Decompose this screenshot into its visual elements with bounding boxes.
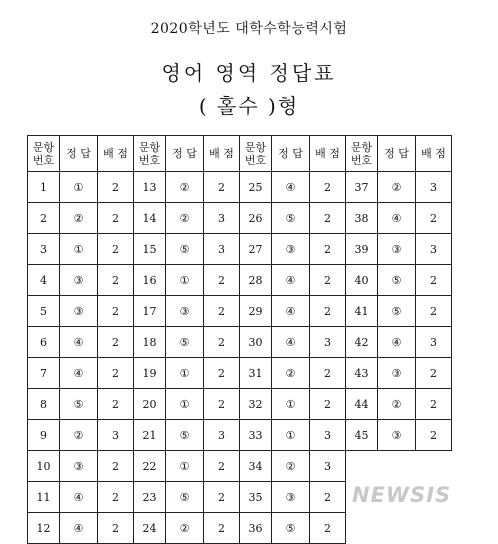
correct-answer: ③ — [166, 296, 204, 327]
points: 3 — [204, 234, 240, 265]
question-number: 39 — [346, 234, 378, 265]
points: 2 — [98, 482, 134, 513]
points: 2 — [98, 389, 134, 420]
question-number: 45 — [346, 420, 378, 451]
question-number: 27 — [240, 234, 272, 265]
header-points: 배 점 — [204, 136, 240, 172]
points: 2 — [204, 358, 240, 389]
points: 3 — [204, 420, 240, 451]
header-number-line1: 문항 — [244, 140, 267, 154]
question-number: 35 — [240, 482, 272, 513]
question-number: 26 — [240, 203, 272, 234]
header-number-line1: 문항 — [138, 140, 161, 154]
correct-answer: ③ — [60, 296, 98, 327]
points: 3 — [416, 172, 452, 203]
question-number: 29 — [240, 296, 272, 327]
table-row — [28, 203, 452, 234]
table-row — [28, 327, 452, 358]
question-number: 7 — [28, 358, 60, 389]
table-header-row — [28, 136, 452, 172]
correct-answer: ⑤ — [378, 265, 416, 296]
correct-answer: ⑤ — [166, 482, 204, 513]
question-number: 40 — [346, 265, 378, 296]
question-number: 36 — [240, 513, 272, 544]
points: 2 — [416, 265, 452, 296]
header-points: 배 점 — [98, 136, 134, 172]
correct-answer: ④ — [378, 327, 416, 358]
points: 2 — [310, 513, 346, 544]
points: 3 — [416, 327, 452, 358]
points: 2 — [98, 296, 134, 327]
correct-answer: ③ — [60, 265, 98, 296]
correct-answer: ④ — [272, 327, 310, 358]
question-number: 34 — [240, 451, 272, 482]
table-row — [28, 389, 452, 420]
question-number: 2 — [28, 203, 60, 234]
points: 3 — [310, 327, 346, 358]
question-number: 28 — [240, 265, 272, 296]
correct-answer: ② — [166, 513, 204, 544]
question-number: 1 — [28, 172, 60, 203]
form-type: 홀수 — [217, 94, 260, 118]
question-number: 16 — [134, 265, 166, 296]
points: 2 — [98, 451, 134, 482]
points: 3 — [204, 203, 240, 234]
question-number: 6 — [28, 327, 60, 358]
points: 2 — [416, 296, 452, 327]
points: 2 — [310, 265, 346, 296]
points: 2 — [204, 513, 240, 544]
correct-answer: ③ — [378, 234, 416, 265]
header-number-line2: 번호 — [350, 153, 373, 167]
correct-answer: ③ — [60, 451, 98, 482]
question-number: 43 — [346, 358, 378, 389]
correct-answer: ② — [60, 420, 98, 451]
header-answer: 정 답 — [378, 136, 416, 172]
header-answer: 정 답 — [272, 136, 310, 172]
correct-answer: ② — [272, 358, 310, 389]
points: 2 — [204, 327, 240, 358]
header-answer: 정 답 — [60, 136, 98, 172]
correct-answer: ② — [60, 203, 98, 234]
header-number-line2: 번호 — [138, 153, 161, 167]
correct-answer: ① — [166, 389, 204, 420]
exam-title: 2020학년도 대학수학능력시험 — [150, 21, 348, 37]
points: 2 — [98, 265, 134, 296]
points: 3 — [98, 420, 134, 451]
empty-cell — [346, 451, 378, 482]
header-number-line2: 번호 — [244, 153, 267, 167]
correct-answer: ② — [378, 389, 416, 420]
correct-answer: ④ — [272, 296, 310, 327]
points: 2 — [310, 172, 346, 203]
question-number: 4 — [28, 265, 60, 296]
points: 2 — [310, 203, 346, 234]
points: 2 — [204, 296, 240, 327]
points: 2 — [98, 234, 134, 265]
question-number: 15 — [134, 234, 166, 265]
points: 3 — [310, 451, 346, 482]
points: 2 — [416, 358, 452, 389]
question-number: 14 — [134, 203, 166, 234]
header-answer: 정 답 — [166, 136, 204, 172]
correct-answer: ⑤ — [166, 327, 204, 358]
question-number: 22 — [134, 451, 166, 482]
header-number-line1: 문항 — [350, 140, 373, 154]
points: 2 — [98, 327, 134, 358]
question-number: 42 — [346, 327, 378, 358]
form-type-line — [0, 90, 498, 119]
correct-answer: ② — [378, 172, 416, 203]
correct-answer: ② — [272, 451, 310, 482]
correct-answer: ① — [272, 389, 310, 420]
header-number — [28, 136, 60, 172]
correct-answer: ① — [166, 451, 204, 482]
correct-answer: ④ — [60, 482, 98, 513]
correct-answer: ④ — [60, 358, 98, 389]
points: 2 — [416, 389, 452, 420]
correct-answer: ③ — [378, 358, 416, 389]
points: 2 — [204, 389, 240, 420]
correct-answer: ③ — [272, 482, 310, 513]
points: 2 — [416, 420, 452, 451]
correct-answer: ⑤ — [378, 296, 416, 327]
points: 2 — [310, 234, 346, 265]
points: 2 — [204, 265, 240, 296]
question-number: 3 — [28, 234, 60, 265]
points: 2 — [98, 203, 134, 234]
subject-title: 영어 영역 정답표 — [161, 61, 337, 85]
points: 2 — [310, 389, 346, 420]
question-number: 44 — [346, 389, 378, 420]
table-row — [28, 265, 452, 296]
correct-answer: ⑤ — [60, 389, 98, 420]
points: 2 — [204, 482, 240, 513]
empty-cell — [378, 451, 416, 482]
question-number: 25 — [240, 172, 272, 203]
table-row — [28, 234, 452, 265]
correct-answer: ① — [272, 420, 310, 451]
question-number: 11 — [28, 482, 60, 513]
empty-cell — [346, 513, 378, 544]
table-row — [28, 296, 452, 327]
correct-answer: ⑤ — [272, 513, 310, 544]
question-number: 31 — [240, 358, 272, 389]
table-row — [28, 420, 452, 451]
points: 3 — [416, 234, 452, 265]
question-number: 37 — [346, 172, 378, 203]
header-number-line2: 번호 — [32, 153, 55, 167]
question-number: 33 — [240, 420, 272, 451]
empty-cell — [416, 451, 452, 482]
table-row — [28, 358, 452, 389]
correct-answer: ① — [166, 358, 204, 389]
header-number — [134, 136, 166, 172]
question-number: 21 — [134, 420, 166, 451]
header-points: 배 점 — [310, 136, 346, 172]
correct-answer: ④ — [60, 327, 98, 358]
correct-answer: ② — [166, 203, 204, 234]
table-row — [28, 172, 452, 203]
correct-answer: ④ — [378, 203, 416, 234]
correct-answer: ② — [166, 172, 204, 203]
question-number: 17 — [134, 296, 166, 327]
points: 2 — [98, 358, 134, 389]
question-number: 30 — [240, 327, 272, 358]
correct-answer: ① — [166, 265, 204, 296]
header-number — [240, 136, 272, 172]
points: 2 — [310, 358, 346, 389]
question-number: 24 — [134, 513, 166, 544]
correct-answer: ④ — [60, 513, 98, 544]
form-open: ( — [198, 94, 209, 118]
table-row — [28, 451, 452, 482]
points: 2 — [204, 451, 240, 482]
correct-answer: ① — [60, 234, 98, 265]
question-number: 10 — [28, 451, 60, 482]
points: 2 — [98, 513, 134, 544]
empty-cell — [378, 513, 416, 544]
question-number: 12 — [28, 513, 60, 544]
question-number: 38 — [346, 203, 378, 234]
question-number: 18 — [134, 327, 166, 358]
points: 2 — [310, 482, 346, 513]
points: 2 — [204, 172, 240, 203]
correct-answer: ④ — [272, 172, 310, 203]
header-number-line1: 문항 — [32, 140, 55, 154]
question-number: 5 — [28, 296, 60, 327]
correct-answer: ③ — [272, 234, 310, 265]
empty-cell — [416, 513, 452, 544]
correct-answer: ④ — [272, 265, 310, 296]
header-points: 배 점 — [416, 136, 452, 172]
correct-answer: ⑤ — [166, 234, 204, 265]
correct-answer: ③ — [378, 420, 416, 451]
question-number: 13 — [134, 172, 166, 203]
points: 2 — [416, 203, 452, 234]
table-row — [28, 513, 452, 544]
question-number: 20 — [134, 389, 166, 420]
correct-answer: ① — [60, 172, 98, 203]
correct-answer: ⑤ — [166, 420, 204, 451]
form-close: )형 — [268, 94, 300, 118]
question-number: 32 — [240, 389, 272, 420]
points: 2 — [98, 172, 134, 203]
question-number: 19 — [134, 358, 166, 389]
question-number: 41 — [346, 296, 378, 327]
question-number: 9 — [28, 420, 60, 451]
question-number: 23 — [134, 482, 166, 513]
header-number — [346, 136, 378, 172]
newsis-watermark-logo: NEWSIS — [352, 483, 452, 507]
question-number: 8 — [28, 389, 60, 420]
points: 2 — [310, 296, 346, 327]
points: 3 — [310, 420, 346, 451]
correct-answer: ⑤ — [272, 203, 310, 234]
